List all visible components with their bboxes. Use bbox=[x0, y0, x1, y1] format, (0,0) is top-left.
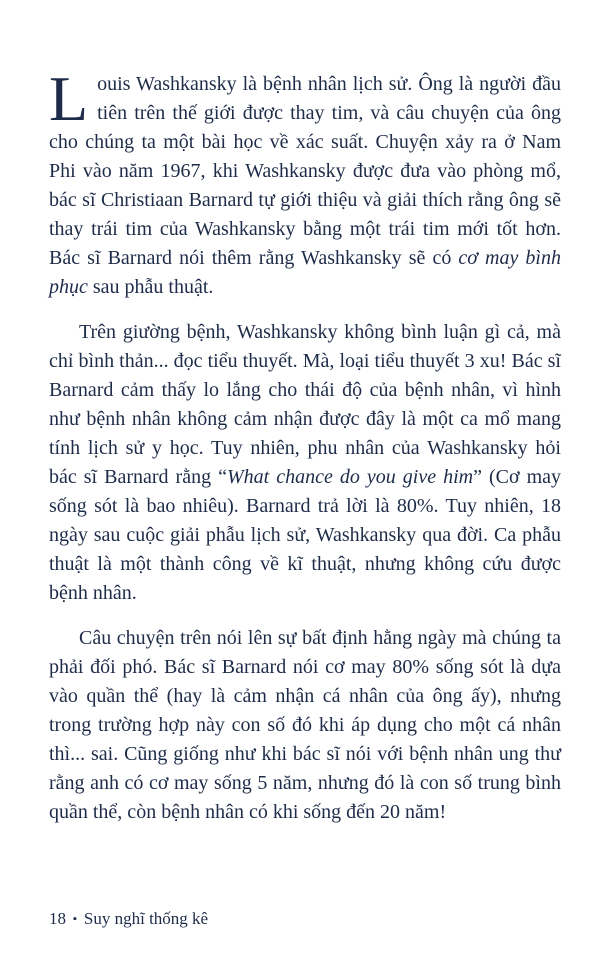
running-title: Suy nghĩ thống kê bbox=[83, 909, 209, 928]
text-run-italic: What chance do you give him bbox=[226, 466, 474, 488]
page-footer bbox=[49, 908, 208, 930]
text-run: sau phẫu thuật. bbox=[87, 276, 214, 298]
text-run: ” (Cơ may sống sót là bao nhiêu). Barnard trả lời là 80%. Tuy nhiên, 18 ngày sau cuộc giải phẫu lịch sử, Washkansky qua đời. Ca phẫu thuật là một thành công về kĩ thuật, nhưng không cứu được bệnh nhân. bbox=[49, 466, 562, 604]
text-run: ouis Washkansky là bệnh nhân lịch sử. Ông là người đầu tiên trên thế giới được thay tim, và câu chuyện của ông cho chúng ta một bài học về xác suất. Chuyện xảy ra ở Nam Phi vào năm 1967, khi Washkansky được đưa vào phòng mổ, bác sĩ Christiaan Barnard tự giới thiệu và giải thích rằng ông sẽ thay trái tim của Washkansky bằng một trái tim mới tốt hơn. Bác sĩ Barnard nói thêm rằng Washkansky sẽ có bbox=[49, 73, 561, 269]
text-run: Câu chuyện trên nói lên sự bất định hằng ngày mà chúng ta phải đối phó. Bác sĩ Barnard nói cơ may 80% sống sót là dựa vào quần thể (hay là cảm nhận cá nhân của ông ấy), nhưng trong trường hợp này con số đó khi áp dụng cho một cá nhân thì... sai. Cũng giống như khi bác sĩ nói với bệnh nhân ung thư rằng anh có cơ may sống 5 năm, nhưng đó là con số trung bình quần thể, còn bệnh nhân có khi sống đến 20 năm! bbox=[49, 627, 561, 823]
paragraph-3 bbox=[49, 624, 561, 827]
text-run-italic: cơ may bình phục bbox=[49, 247, 561, 298]
page-number: 18 bbox=[49, 909, 66, 928]
paragraph-2 bbox=[49, 318, 561, 608]
drop-cap: L bbox=[49, 63, 89, 134]
footer-bullet-icon: ▪ bbox=[73, 913, 77, 925]
paragraph-1 bbox=[49, 63, 561, 302]
page-body-text bbox=[49, 63, 562, 843]
text-run: Trên giường bệnh, Washkansky không bình luận gì cả, mà chỉ bình thản... đọc tiểu thuyết. Mà, loại tiểu thuyết 3 xu! Bác sĩ Barnard cảm thấy lo lắng cho thái độ của bệnh nhân, vì hình như bệnh nhân không cảm nhận được đây là một ca mổ mang tính lịch sử y học. Tuy nhiên, phu nhân của Washkansky hỏi bác sĩ Barnard rằng “ bbox=[49, 321, 561, 488]
